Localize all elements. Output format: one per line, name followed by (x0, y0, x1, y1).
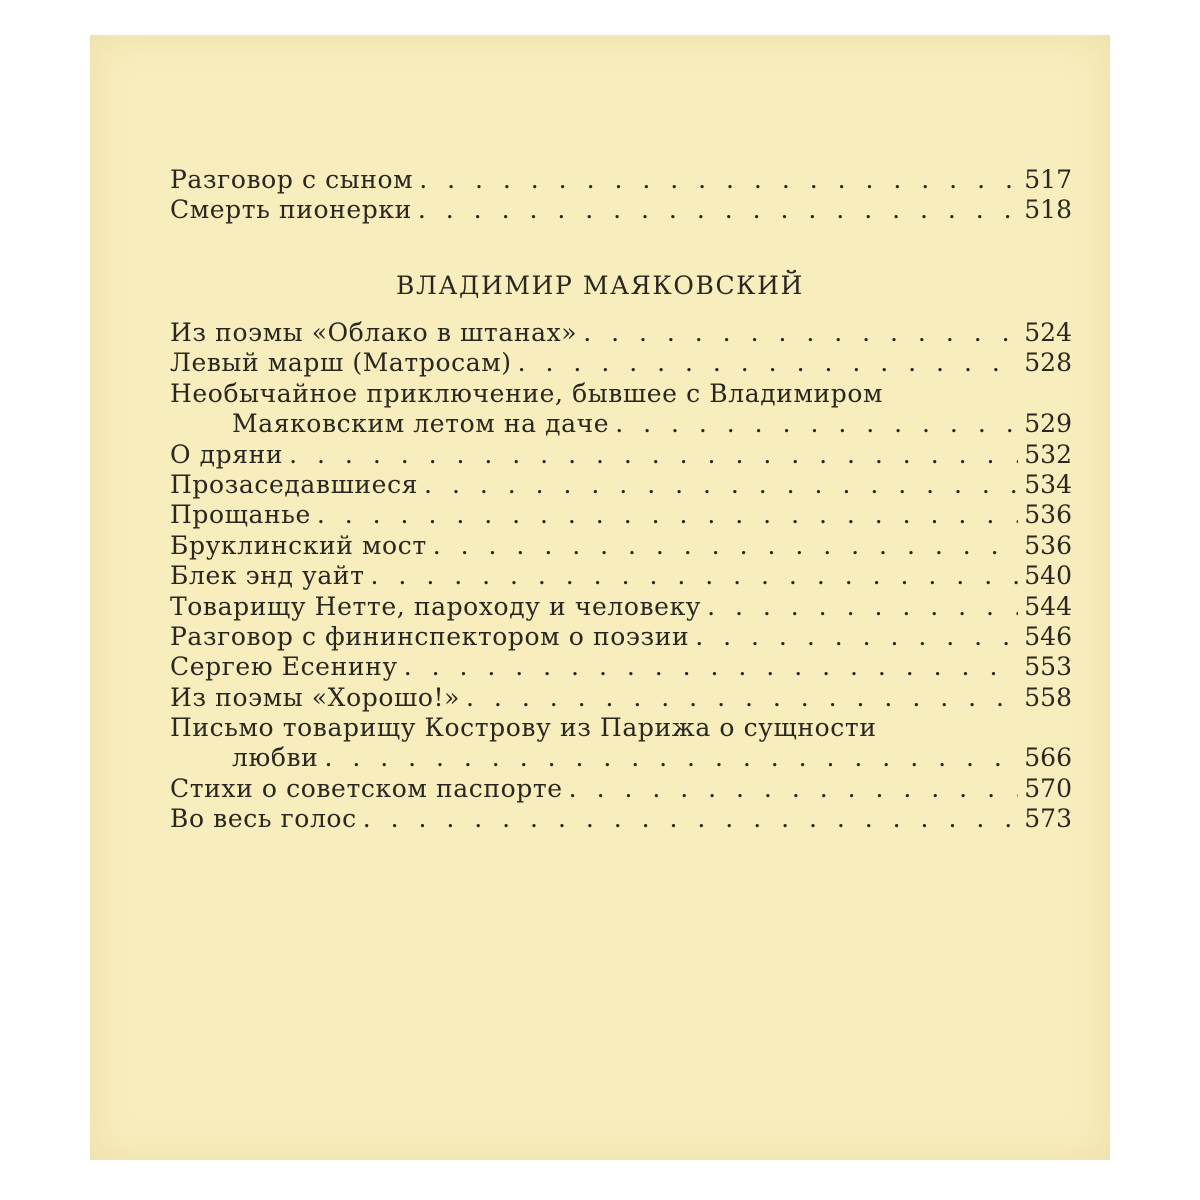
toc-entry-title: Из поэмы «Облако в штанах» (170, 318, 578, 347)
toc-leader-dots (466, 683, 1018, 713)
toc-entry (170, 409, 1072, 439)
toc-entry-title: О дряни (170, 439, 284, 469)
toc-entry (170, 165, 1072, 195)
toc-entry-title: Разговор с фининспектором о поэзии (170, 621, 690, 651)
toc-leader-dots (289, 440, 1018, 470)
toc-entry-title: Прозаседавшиеся (170, 469, 419, 499)
toc-entry-title: Бруклинский мост (170, 530, 427, 560)
toc-entry-title: Из поэмы «Хорошо!» (170, 682, 461, 712)
toc-leader-dots (695, 622, 1018, 652)
toc-entry-page: 573 (1024, 804, 1072, 834)
toc-entry (170, 318, 1072, 348)
toc-entry-title: Маяковским летом на даче (232, 409, 610, 439)
toc-entry-page: 524 (1024, 318, 1072, 347)
toc-entry (170, 440, 1072, 470)
toc-entry-title: Левый марш (Матросам) (170, 348, 512, 378)
toc-entry-title: Товарищу Нетте, пароходу и человеку (170, 591, 702, 621)
toc-leader-dots (424, 470, 1018, 500)
toc-entry-title: Во весь голос (170, 804, 357, 834)
toc-entry-title: любви (232, 743, 319, 773)
toc-main-block (170, 318, 1072, 835)
toc-entry-title: Письмо товарищу Кострову из Парижа о сущности (170, 713, 877, 743)
toc-entry-page: 532 (1024, 439, 1072, 469)
toc-entry (170, 348, 1072, 378)
toc-entry-page: 544 (1024, 591, 1072, 621)
toc-entry-page: 553 (1024, 652, 1072, 682)
toc-entry (170, 561, 1072, 591)
toc-entry-page: 570 (1024, 773, 1072, 803)
toc-entry-page: 528 (1024, 348, 1072, 378)
section-heading: ВЛАДИМИР МАЯКОВСКИЙ (396, 271, 804, 300)
toc-entry-title: Необычайное приключение, бывшее с Владимиром (170, 378, 884, 408)
toc-entry (170, 743, 1072, 773)
toc-leader-dots (363, 804, 1018, 834)
toc-entry-title: Блек энд уайт (170, 561, 365, 591)
toc-entry (170, 379, 1072, 409)
toc-entry-page: 534 (1024, 469, 1072, 499)
toc-entry (170, 713, 1072, 743)
toc-entry (170, 774, 1072, 804)
toc-entry-page: 566 (1024, 743, 1072, 773)
toc-leader-dots (615, 409, 1018, 439)
toc-entry (170, 531, 1072, 561)
toc-leader-dots (518, 348, 1018, 378)
toc-leader-dots (317, 500, 1018, 530)
toc-entry-title: Стихи о советском паспорте (170, 773, 563, 803)
toc-leader-dots (433, 531, 1018, 561)
toc-leader-dots (371, 561, 1018, 591)
toc-entry-page: 536 (1024, 500, 1072, 530)
toc-entry-title: Разговор с сыном (170, 165, 414, 194)
toc-leader-dots (418, 195, 1018, 225)
toc-entry-page: 540 (1024, 561, 1072, 591)
toc-entry-title: Смерть пионерки (170, 195, 412, 225)
toc-leader-dots (707, 592, 1018, 622)
toc-leader-dots (404, 652, 1018, 682)
book-page (90, 35, 1110, 1160)
toc-leader-dots (569, 774, 1018, 804)
toc-entry (170, 683, 1072, 713)
toc-entry-page: 517 (1024, 165, 1072, 194)
toc-entry-page: 518 (1024, 195, 1072, 225)
toc-top-block (170, 165, 1072, 226)
toc-entry-page: 546 (1024, 621, 1072, 651)
toc-entry (170, 652, 1072, 682)
toc-leader-dots (324, 743, 1018, 773)
toc-entry-title: Сергею Есенину (170, 652, 398, 682)
toc-leader-dots (419, 165, 1018, 195)
toc-entry (170, 622, 1072, 652)
toc-entry-title: Прощанье (170, 500, 311, 530)
toc-entry-page: 529 (1024, 409, 1072, 439)
toc-entry-page: 536 (1024, 530, 1072, 560)
toc-entry (170, 195, 1072, 225)
toc-entry-page: 558 (1024, 682, 1072, 712)
toc-entry (170, 470, 1072, 500)
toc-entry (170, 804, 1072, 834)
toc-entry (170, 500, 1072, 530)
toc-leader-dots (583, 318, 1018, 348)
toc-entry (170, 592, 1072, 622)
